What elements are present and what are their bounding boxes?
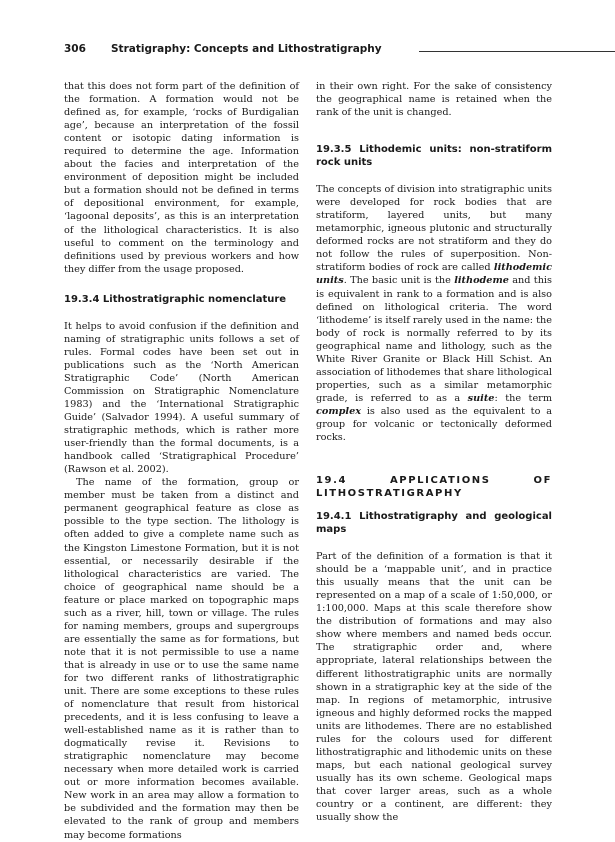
left-column: [64, 80, 299, 842]
right-column: [316, 80, 552, 824]
term-lithodemic-units: lithodemic units: [316, 262, 552, 287]
term-complex: complex: [316, 405, 362, 417]
paragraph-rank-consistency: in their own right. For the sake of consistency the geographical name is retained when the rank of the unit is changed.: [316, 81, 552, 119]
page-number: 306: [64, 43, 86, 55]
running-title: Stratigraphy: Concepts and Lithostratigraphy: [111, 43, 382, 55]
heading-19-4: 19.4 APPLICATIONS OF LITHOSTRATIGRAPHY: [316, 475, 552, 500]
term-lithodeme: lithodeme: [454, 275, 509, 287]
running-header: [64, 43, 552, 59]
paragraph-nomenclature-codes: It helps to avoid confusion if the definition and naming of stratigraphic units follows a set of rules. Formal codes have been set out in publications such as the ‘North American Stratigraphic Code’ (North American Commission on Stratigraphic Nomenclature 1983) and the ‘International Stratigraphic Guide’ (Salvador 1994). A useful summary of stratigraphic methods, which is rather more user-friendly than the formal documents, is a handbook called ‘Stratigraphical Procedure’ (Rawson et al. 2002).: [64, 320, 299, 476]
heading-19-3-5: 19.3.5 Lithodemic units: non-stratiform rock units: [316, 144, 552, 169]
paragraph-lithodemic-units: The concepts of division into stratigraphic units were developed for rock bodies that are stratiform, layered units, but many metamorphic, igneous plutonic and structurally deformed rocks are not stratiform and they do not follow the rules of superposition. Non-stratiform bodies of rock are called lithodemic units. The basic unit is the lithodeme and this is equivalent in rank to a formation and is also defined on lithological criteria. The word ‘lithodeme’ is itself rarely used in the name: the body of rock is normally referred to by its geographical name and lithology, such as the White River Granite or Black Hill Schist. An association of lithodemes that share lithological properties, such as a similar metamorphic grade, is referred to as a suite: the term complex is also used as the equivalent to a group for volcanic or tectonically deformed rocks.: [316, 184, 553, 444]
heading-19-3-4: 19.3.4 Lithostratigraphic nomenclature: [64, 293, 287, 305]
term-suite: suite: [467, 392, 495, 404]
paragraph-geological-maps: Part of the definition of a formation is that it should be a ‘mappable unit’, and in practice this usually means that the unit can be represented on a map of a scale of 1:50,000, or 1:100,000. Maps at this scale therefore show the distribution of formations and may also show where members and named beds occur. The stratigraphic order and, where appropriate, lateral relationships between the different lithostratigraphic units are normally shown in a stratigraphic key at the side of the map. In regions of metamorphic, intrusive igneous and highly deformed rocks the mapped units are lithodemes. There are no established rules for the colours used for different lithostratigraphic and lithodemic units on these maps, but each national geological survey usually has its own scheme. Geological maps that cover larger areas, such as a whole country or a continent, are different: they usually show the: [316, 551, 552, 824]
paragraph-naming-rules: The name of the formation, group or member must be taken from a distinct and permanent geographical feature as close as possible to the type section. The lithology is often added to give a complete name such as the Kingston Limestone Formation, but it is not essential, or necessarily desirable if the lithological characteristics are varied. The choice of geographical name should be a feature or place marked on topographic maps such as a river, hill, town or village. The rules for naming members, groups and supergroups are essentially the same as for formations, but note that it is not permissible to use a name that is already in use or to use the same name for two different ranks of lithostratigraphic unit. There are some exceptions to these rules of nomenclature that result from historical precedents, and it is less confusing to leave a well-established name as it is rather than to dogmatically revise it. Revisions to stratigraphic nomenclature may become necessary when more detailed work is carried out or more information becomes available. New work in an area may allow a formation to be subdivided and the formation may then be elevated to the rank of group and members may become formations: [64, 477, 299, 841]
header-rule: [419, 51, 615, 52]
paragraph-formation-definition: that this does not form part of the definition of the formation. A formation would not be defined as, for example, ‘rocks of Burdigalian age’, because an interpretation of the fossil content or isotopic dating information is required to determine the age. Information about the facies and interpretation of the environment of deposition might be included but a formation should not be defined in terms of depositional environment, for example, ‘lagoonal deposits’, as this is an interpretation of the lithological characteristics. It is also useful to comment on the terminology and definitions used by previous workers and how they differ from the usage proposed.: [64, 81, 299, 275]
heading-19-4-1: 19.4.1 Lithostratigraphy and geological maps: [316, 511, 552, 536]
